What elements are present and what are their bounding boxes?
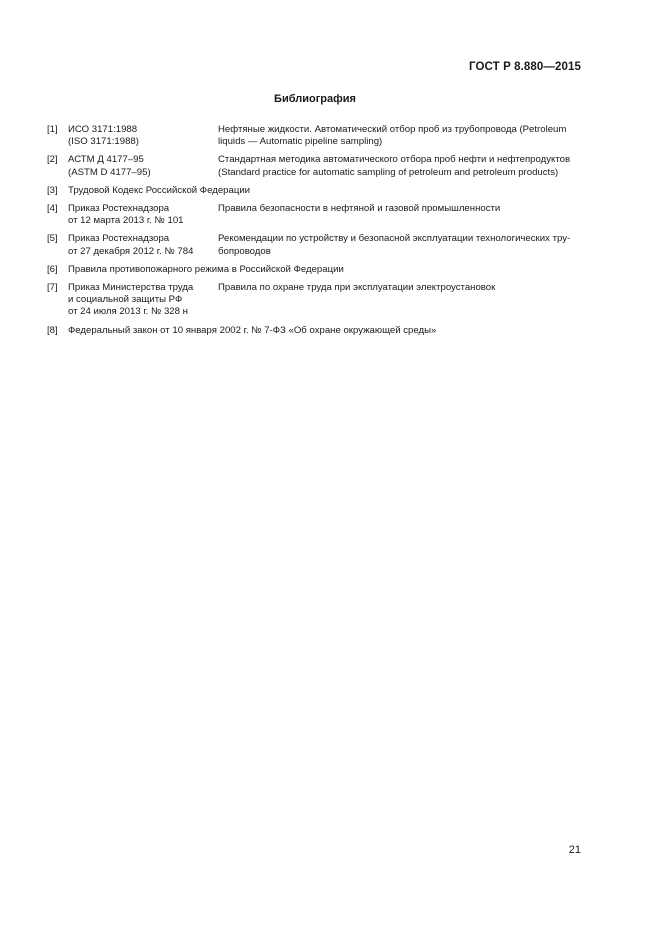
entry-number: [2]	[47, 154, 58, 166]
page-title: Библиография	[274, 93, 356, 105]
entry-number: [3]	[47, 184, 58, 196]
entry-reference: Приказ Министерства труда и социальной защиты РФ от 24 июля 2013 г. № 328 н	[68, 282, 194, 318]
entry-description: Стандартная методика автоматического отбора проб нефти и нефтепродуктов (Standard practice for automatic sampling of petroleum and petroleum products)	[218, 154, 571, 178]
entry-number: [4]	[47, 203, 58, 215]
entry-reference: ИСО 3171:1988 (ISO 3171:1988)	[68, 124, 139, 148]
entry-full-text: Федеральный закон от 10 января 2002 г. № 7-ФЗ «Об охране окружающей среды»	[68, 324, 437, 336]
entry-number: [8]	[47, 324, 58, 336]
bibliography-list	[47, 124, 587, 343]
entry-number: [5]	[47, 233, 58, 245]
entry-reference: АСТМ Д 4177–95 (ASTM D 4177–95)	[68, 154, 151, 178]
entry-description: Правила безопасности в нефтяной и газовой промышленности	[218, 203, 501, 215]
entry-full-text: Правила противопожарного режима в Российской Федерации	[68, 263, 344, 275]
document-code: ГОСТ Р 8.880—2015	[469, 61, 581, 73]
bibliography-entry	[47, 124, 587, 148]
entry-description: Правила по охране труда при эксплуатации электроустановок	[218, 282, 496, 294]
bibliography-entry	[47, 325, 587, 337]
entry-number: [7]	[47, 282, 58, 294]
page-number: 21	[568, 844, 581, 856]
bibliography-entry	[47, 203, 587, 227]
entry-number: [1]	[47, 124, 58, 135]
bibliography-entry	[47, 233, 587, 257]
entry-description: Рекомендации по устройству и безопасной эксплуатации технологических тру- бопроводов	[218, 233, 571, 257]
entry-reference: Приказ Ростехнадзора от 12 марта 2013 г. № 101	[68, 203, 184, 227]
entry-full-text: Трудовой Кодекс Российской Федерации	[68, 184, 251, 196]
bibliography-entry	[47, 264, 587, 276]
bibliography-entry	[47, 282, 587, 319]
entry-reference: Приказ Ростехнадзора от 27 декабря 2012 г. № 784	[68, 233, 194, 257]
bibliography-entry	[47, 185, 587, 197]
entry-description: Нефтяные жидкости. Автоматический отбор проб из трубопровода (Petroleum liquids — Automatic pipeline sampling)	[218, 124, 567, 148]
bibliography-entry	[47, 154, 587, 178]
entry-number: [6]	[47, 263, 58, 275]
